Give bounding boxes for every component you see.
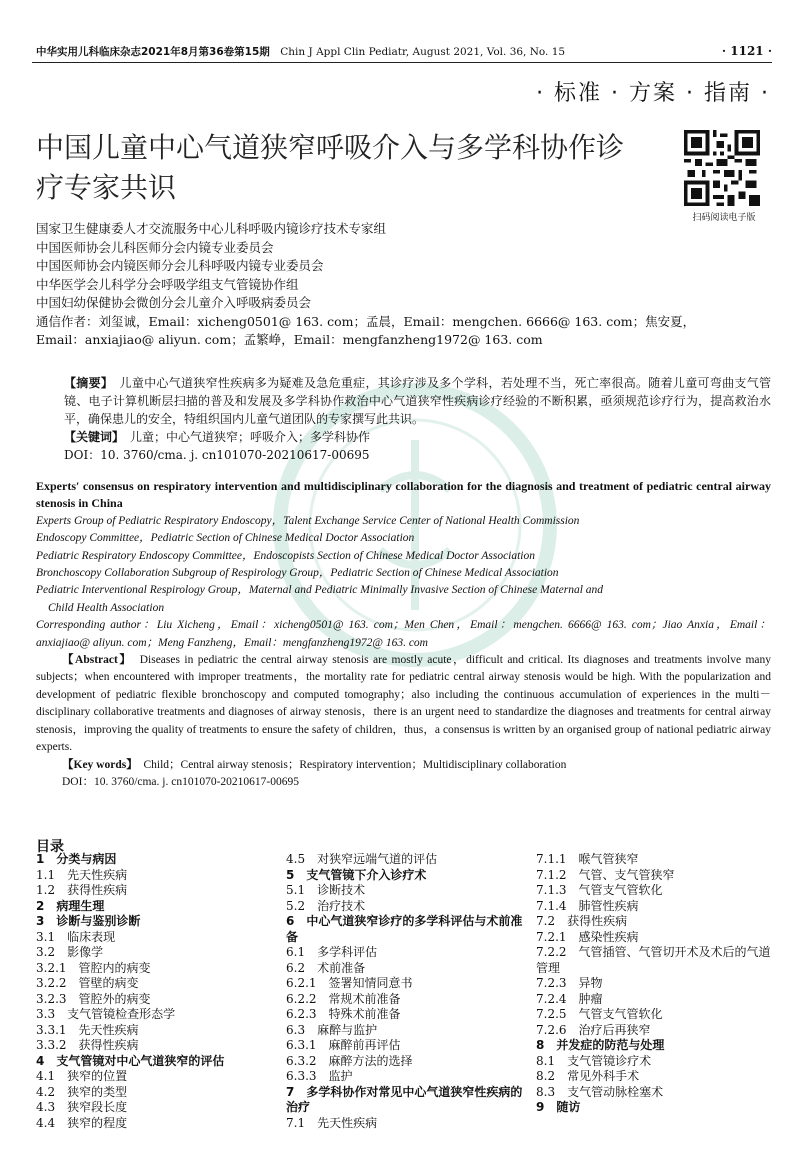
toc-column-2 [286,852,526,1131]
doi-cn[interactable]: DOI：10. 3760/cma. j. cn101070-20210617-00695 [64,448,370,462]
toc-entry[interactable]: 6.3.1 麻醉前再评估 [286,1038,401,1052]
toc-entry[interactable]: 7.2 获得性疾病 [536,914,628,928]
toc-entry[interactable]: 4.2 狭窄的类型 [36,1084,128,1099]
journal-header [32,44,772,63]
keywords-cn [36,428,771,446]
toc-entry[interactable]: 8.2 常见外科手术 [536,1069,640,1083]
corresponding-author: 通信作者：刘玺诚，Email：xicheng0501@ 163. com；孟晨，Email：mengchen. 6666@ 163. com；焦安夏， [36,313,696,329]
abstract-cn-paragraph [36,374,771,428]
toc-entry[interactable]: 5.1 诊断技术 [286,883,366,897]
toc-section-heading[interactable]: 2 病理生理 [36,898,105,913]
toc-entry[interactable]: 6.2.3 特殊术前准备 [286,1007,401,1021]
english-corresponding: Corresponding author：Liu Xicheng，Email：xicheng0501@ 163. com；Men Chen，Email：mengchen. 6666@ 163. com；Jiao Anxia，Email：anxiajiao@ aliyun. com；Meng Fanzheng，Email：mengfanzheng1972@ 163. com [36,619,771,649]
toc-entry[interactable]: 3.2.1 管腔内的病变 [36,960,151,975]
toc-section-heading[interactable]: 1 分类与病因 [36,852,117,866]
author-group: 中国妇幼保健协会微创分会儿童介入呼吸病委员会 [36,295,312,310]
toc-entry[interactable]: 3.3 支气管镜检查形态学 [36,1007,176,1021]
toc-heading: 目录 [36,839,64,855]
article-title: 中国儿童中心气道狭窄呼吸介入与多学科协作诊疗专家共识 [36,131,625,204]
toc-column-1 [36,852,276,1131]
toc-entry[interactable]: 3.2.3 管腔外的病变 [36,991,151,1006]
toc-section-heading[interactable]: 5 支气管镜下介入诊疗术 [286,867,427,882]
toc-entry[interactable]: 4.4 狭窄的程度 [36,1115,128,1130]
abstract-label: 【摘要】 [64,376,108,390]
author-group: 中国医师协会内镜医师分会儿科呼吸内镜专业委员会 [36,258,324,273]
toc-entry[interactable]: 8.3 支气管动脉栓塞术 [536,1084,664,1099]
toc-entry[interactable]: 6.2.1 签署知情同意书 [286,976,413,990]
english-abstract [36,478,771,791]
toc-entry[interactable]: 8.1 支气管镜诊疗术 [536,1053,652,1068]
english-abstract-label: 【Abstract】 [62,654,127,667]
toc-entry[interactable]: 6.2 术前准备 [286,960,366,975]
toc-entry[interactable]: 7.1.2 气管、支气管狭窄 [536,867,675,882]
journal-citation: 中华实用儿科临床杂志2021年8月第36卷第15期 Chin J Appl Clin Pediatr, August 2021, Vol. 36, No. 15 [36,46,566,58]
english-group: Bronchoscopy Collaboration Subgroup of Respirology Group，Pediatric Section of Chinese Medical Association [36,567,559,580]
english-keywords-label: 【Key words】 [62,758,132,771]
english-group: Endoscopy Committee，Pediatric Section of Chinese Medical Doctor Association [36,532,415,545]
english-keywords-text: Child；Central airway stenosis；Respiratory intervention；Multidisciplinary collaboration [143,758,567,771]
toc-entry[interactable]: 3.3.1 先天性疾病 [36,1022,139,1037]
toc-entry[interactable]: 7.1.4 肺管性疾病 [536,898,639,913]
author-group: 中国医师协会儿科医师分会内镜专业委员会 [36,239,274,255]
toc-entry[interactable]: 6.1 多学科评估 [286,945,378,959]
toc-section-heading[interactable]: 9 随访 [536,1100,581,1114]
english-doi[interactable]: DOI：10. 3760/cma. j. cn101070-20210617-00695 [62,775,299,788]
toc-entry[interactable]: 6.2.2 常规术前准备 [286,991,401,1006]
toc-entry[interactable]: 4.5 对狭窄远端气道的评估 [286,852,438,866]
toc-entry[interactable]: 7.1.3 气管支气管软化 [536,883,663,897]
english-group: Pediatric Respiratory Endoscopy Committee，Endoscopists Section of Chinese Medical Doctor Association [36,549,536,562]
toc-entry[interactable]: 3.2.2 管壁的病变 [36,976,139,990]
toc-entry[interactable]: 7.2.6 治疗后再狭窄 [536,1022,651,1037]
toc-entry[interactable]: 7.2.1 感染性疾病 [536,929,639,944]
toc-section-heading[interactable]: 6 中心气道狭窄诊疗的多学科评估与术前准备 [286,914,523,944]
english-keywords [36,757,771,774]
qr-caption: 扫码阅读电子版 [692,213,756,223]
page-number: · 1121 · [721,44,772,58]
author-groups [36,220,696,350]
toc-entry[interactable]: 7.2.4 肿瘤 [536,991,603,1006]
english-group: Child Health Association [48,601,165,614]
toc-section-heading[interactable]: 4 支气管镜对中心气道狭窄的评估 [36,1053,225,1068]
abstract-text: 儿童中心气道狭窄性疾病多为疑难及急危重症，其诊疗涉及多个学科，若处理不当，死亡率很高。随着儿童可弯曲支气管镜、电子计算机断层扫描的普及和发展及多学科协作救治中心气道狭窄性疾病诊疗经验的不断积累，亟须规范诊疗行为，提高救治水平，确保患儿的安全，特组织国内儿童气道团队的专家撰写此共识。 [64,376,771,426]
toc-entry[interactable]: 4.3 狭窄段长度 [36,1100,128,1114]
toc-entry[interactable]: 7.1 先天性疾病 [286,1115,378,1130]
toc-entry[interactable]: 7.2.2 气管插管、气管切开术及术后的气道管理 [536,945,771,975]
abstract-cn [36,374,771,464]
toc-entry[interactable]: 3.3.2 获得性疾病 [36,1038,139,1052]
english-group: Pediatric Interventional Respirology Group，Maternal and Pediatric Minimally Invasive Section of Chinese Maternal and [36,584,604,597]
toc-entry[interactable]: 1.2 获得性疾病 [36,883,128,897]
toc-entry[interactable]: 7.1.1 喉气管狭窄 [536,852,639,866]
author-group: 中华医学会儿科学分会呼吸学组支气管镜协作组 [36,276,299,292]
toc-section-heading[interactable]: 8 并发症的防范与处理 [536,1038,665,1052]
toc-entry[interactable]: 6.3 麻醉与监护 [286,1022,378,1037]
keywords-label: 【关键词】 [64,430,119,444]
toc-section-heading[interactable]: 7 多学科协作对常见中心气道狭窄性疾病的治疗 [286,1084,523,1114]
english-group: Experts Group of Pediatric Respiratory Endoscopy，Talent Exchange Service Center of National Health Commission [36,514,580,527]
toc-entry[interactable]: 7.2.3 异物 [536,976,603,990]
english-abstract-text: Diseases in pediatric the central airway stenosis are mostly acute，difficult and critical. Its diagnoses and treatments involve many subjects；when encountered with improper treatments，the mortality rate for pediatric central airway stenosis would be high. With the popularization and development of pediatric flexible bronchoscopy and computed tomography；also including the continuous accumulation of experiences in the multi－disciplinary collaborative treatments and diagnoses of airway stenosis，there is an urgent need to standardize the diagnoses and treatments for central airway stenosis，improving the quality of treatments to ensure the safety of children，thus，a consensus is written by an organised group of national pediatric airway experts. [36,654,772,754]
toc-entry[interactable]: 5.2 治疗技术 [286,898,366,913]
corresponding-author: Email：anxiajiao@ aliyun. com；孟繁峥，Email：mengfanzheng1972@ 163. com [36,332,543,347]
toc-entry[interactable]: 3.1 临床表现 [36,929,116,944]
english-title: Experts′ consensus on respiratory intervention and multidisciplinary collaboration for the diagnosis and treatment of pediatric central airway stenosis in China [36,479,771,511]
toc-entry[interactable]: 3.2 影像学 [36,945,104,959]
keywords-text: 儿童；中心气道狭窄；呼吸介入；多学科协作 [130,430,371,444]
toc-section-heading[interactable]: 3 诊断与鉴别诊断 [36,914,141,928]
qr-code-icon[interactable] [684,130,760,206]
toc-column-3 [536,852,772,1116]
toc-entry[interactable]: 1.1 先天性疾病 [36,867,128,882]
toc-entry[interactable]: 4.1 狭窄的位置 [36,1069,128,1083]
toc-entry[interactable]: 6.3.2 麻醉方法的选择 [286,1053,413,1068]
toc-entry[interactable]: 7.2.5 气管支气管软化 [536,1007,663,1021]
article-category: · 标准 · 方案 · 指南 · [536,81,770,106]
english-abstract-paragraph [36,652,771,756]
author-group: 国家卫生健康委人才交流服务中心儿科呼吸内镜诊疗技术专家组 [36,221,387,236]
toc-entry[interactable]: 6.3.3 监护 [286,1069,353,1083]
